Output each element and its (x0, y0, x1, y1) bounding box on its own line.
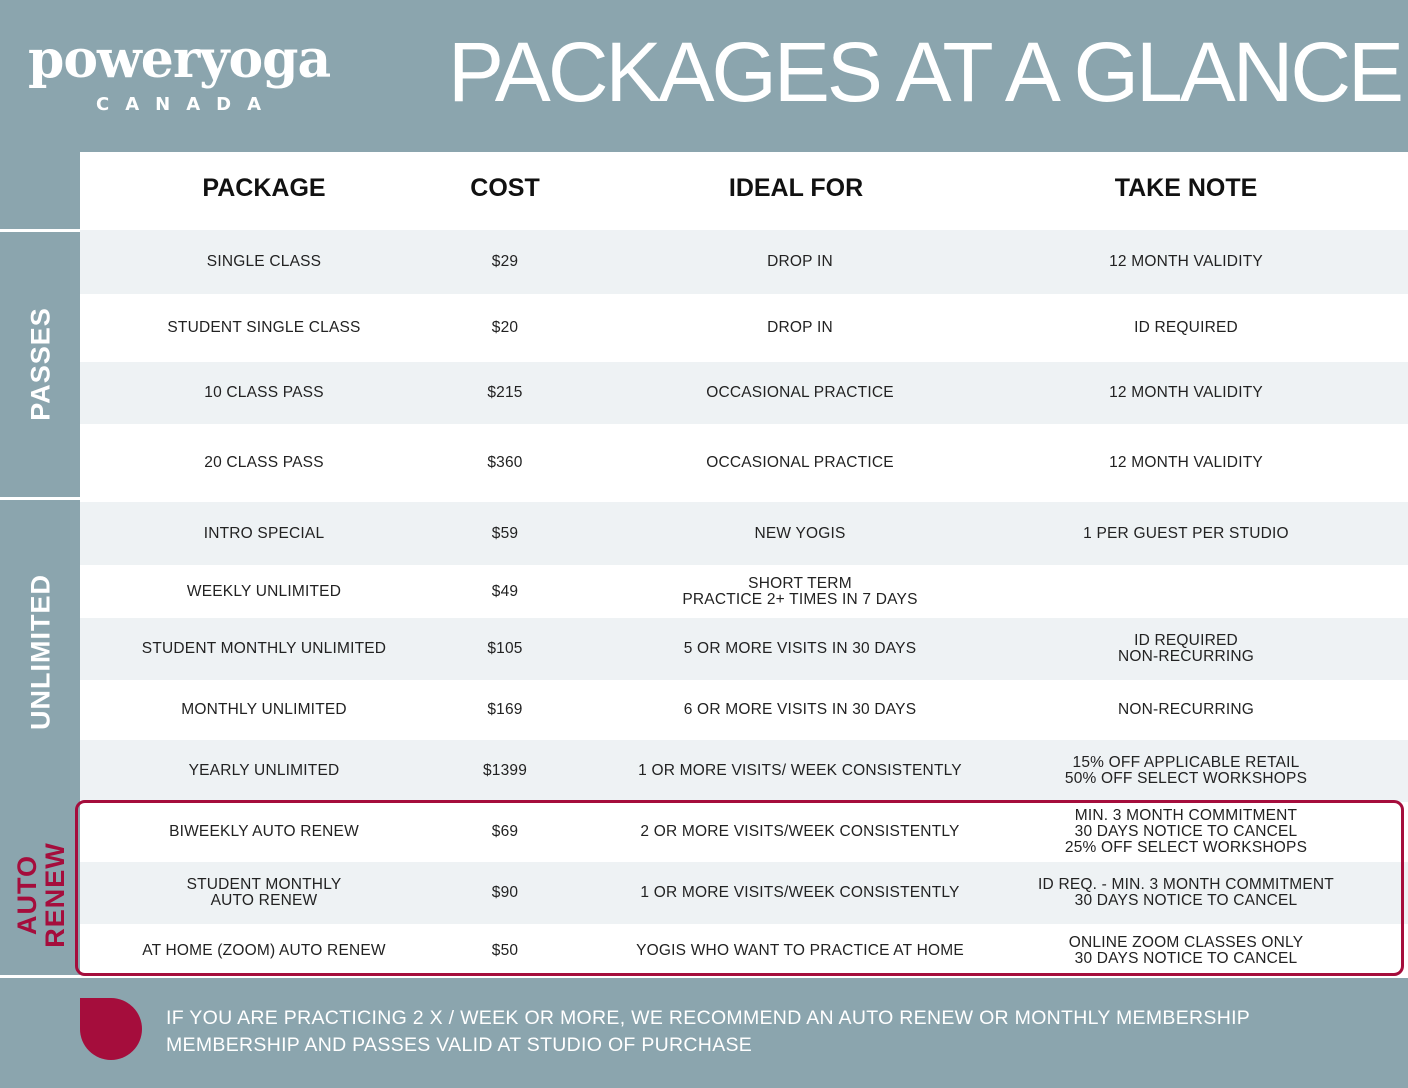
cell-package: YEARLY UNLIMITED (188, 762, 340, 779)
cell-package: STUDENT MONTHLY UNLIMITED (141, 640, 387, 657)
table-row (80, 740, 1408, 802)
cell-ideal-for: DROP IN (767, 319, 833, 336)
table-row (80, 424, 1408, 502)
cell-ideal-for: 2 OR MORE VISITS/WEEK CONSISTENTLY (640, 823, 960, 840)
cell-cost: $20 (491, 319, 519, 336)
cell-package: INTRO SPECIAL (203, 524, 325, 542)
logo (28, 29, 331, 115)
table-row (80, 362, 1408, 424)
cell-package: 10 CLASS PASS (204, 384, 324, 401)
cell-cost: $169 (487, 701, 523, 718)
section-label-unlimited: UNLIMITED (25, 574, 56, 730)
footer-line-1: IF YOU ARE PRACTICING 2 X / WEEK OR MORE, WE RECOMMEND AN AUTO RENEW OR MONTHLY MEMBERSHIP (166, 1007, 1251, 1029)
cell-take-note: NON-RECURRING (1117, 701, 1255, 718)
footer-note (166, 1005, 1250, 1059)
cell-ideal-for: YOGIS WHO WANT TO PRACTICE AT HOME (636, 942, 964, 959)
cell-take-note: 12 MONTH VALIDITY (1109, 454, 1263, 471)
section-label-passes: PASSES (25, 307, 56, 421)
cell-take-note: 12 MONTH VALIDITY (1109, 384, 1263, 401)
cell-take-note: ID REQ. - MIN. 3 MONTH COMMITMENT 30 DAYS NOTICE TO CANCEL (1038, 876, 1334, 909)
cell-ideal-for: NEW YOGIS (754, 524, 846, 542)
cell-ideal-for: DROP IN (767, 253, 833, 270)
cell-cost: $59 (491, 524, 519, 542)
column-header-ideal-for: IDEAL FOR (728, 174, 864, 202)
cell-package: STUDENT SINGLE CLASS (167, 319, 361, 336)
logo-subtitle: CANADA (96, 94, 278, 115)
cell-package: SINGLE CLASS (206, 253, 322, 270)
cell-package: WEEKLY UNLIMITED (186, 582, 342, 600)
column-header-package: PACKAGE (202, 174, 326, 202)
cell-take-note (1006, 565, 1366, 618)
cell-ideal-for: SHORT TERM PRACTICE 2+ TIMES IN 7 DAYS (682, 574, 918, 608)
cell-take-note: ID REQUIRED NON-RECURRING (1117, 632, 1255, 665)
table-row (80, 230, 1408, 294)
cell-cost: $360 (487, 454, 523, 471)
footer-marker-icon (80, 998, 142, 1060)
cell-ideal-for: 5 OR MORE VISITS IN 30 DAYS (683, 640, 917, 657)
cell-package: AT HOME (ZOOM) AUTO RENEW (142, 942, 386, 959)
cell-take-note: MIN. 3 MONTH COMMITMENT 30 DAYS NOTICE TO CANCEL 25% OFF SELECT WORKSHOPS (1064, 807, 1308, 856)
table-row (80, 294, 1408, 362)
cell-package: 20 CLASS PASS (204, 454, 324, 471)
section-divider (0, 975, 80, 978)
cell-package: BIWEEKLY AUTO RENEW (169, 823, 359, 840)
cell-cost: $105 (487, 640, 523, 657)
section-label-auto-renew: AUTO RENEW (12, 842, 70, 948)
cell-ideal-for: OCCASIONAL PRACTICE (706, 454, 894, 471)
cell-ideal-for: OCCASIONAL PRACTICE (706, 384, 894, 401)
column-header-take-note: TAKE NOTE (1114, 174, 1258, 202)
cell-take-note: ID REQUIRED (1134, 319, 1238, 336)
cell-package: MONTHLY UNLIMITED (181, 701, 347, 718)
logo-wordmark: poweryoga (28, 29, 331, 90)
section-divider (0, 229, 80, 232)
cell-take-note: 12 MONTH VALIDITY (1109, 253, 1263, 270)
cell-cost: $69 (491, 823, 519, 840)
cell-cost: $215 (487, 384, 523, 401)
cell-ideal-for: 1 OR MORE VISITS/ WEEK CONSISTENTLY (638, 762, 962, 779)
cell-cost: $49 (491, 582, 519, 600)
section-divider (0, 497, 80, 500)
cell-ideal-for: 6 OR MORE VISITS IN 30 DAYS (683, 701, 917, 718)
table-row (80, 680, 1408, 740)
cell-cost: $29 (491, 253, 519, 270)
cell-cost: $90 (491, 884, 519, 901)
table-header (80, 152, 1408, 230)
cell-take-note: ONLINE ZOOM CLASSES ONLY 30 DAYS NOTICE TO CANCEL (1068, 934, 1304, 967)
cell-ideal-for: 1 OR MORE VISITS/WEEK CONSISTENTLY (640, 884, 960, 901)
column-header-cost: COST (470, 174, 540, 202)
cell-take-note: 1 PER GUEST PER STUDIO (1083, 524, 1289, 542)
footer-line-2: MEMBERSHIP AND PASSES VALID AT STUDIO OF PURCHASE (166, 1034, 753, 1056)
table-row (80, 565, 1408, 618)
page-title: PACKAGES AT A GLANCE (448, 25, 1402, 119)
cell-cost: $50 (491, 942, 519, 959)
cell-cost: $1399 (482, 762, 528, 779)
cell-package: STUDENT MONTHLY AUTO RENEW (186, 876, 342, 909)
cell-take-note: 15% OFF APPLICABLE RETAIL 50% OFF SELECT WORKSHOPS (1064, 754, 1308, 787)
table-row (80, 618, 1408, 680)
auto-renew-highlight-box (75, 800, 1404, 976)
table-row (80, 502, 1408, 565)
